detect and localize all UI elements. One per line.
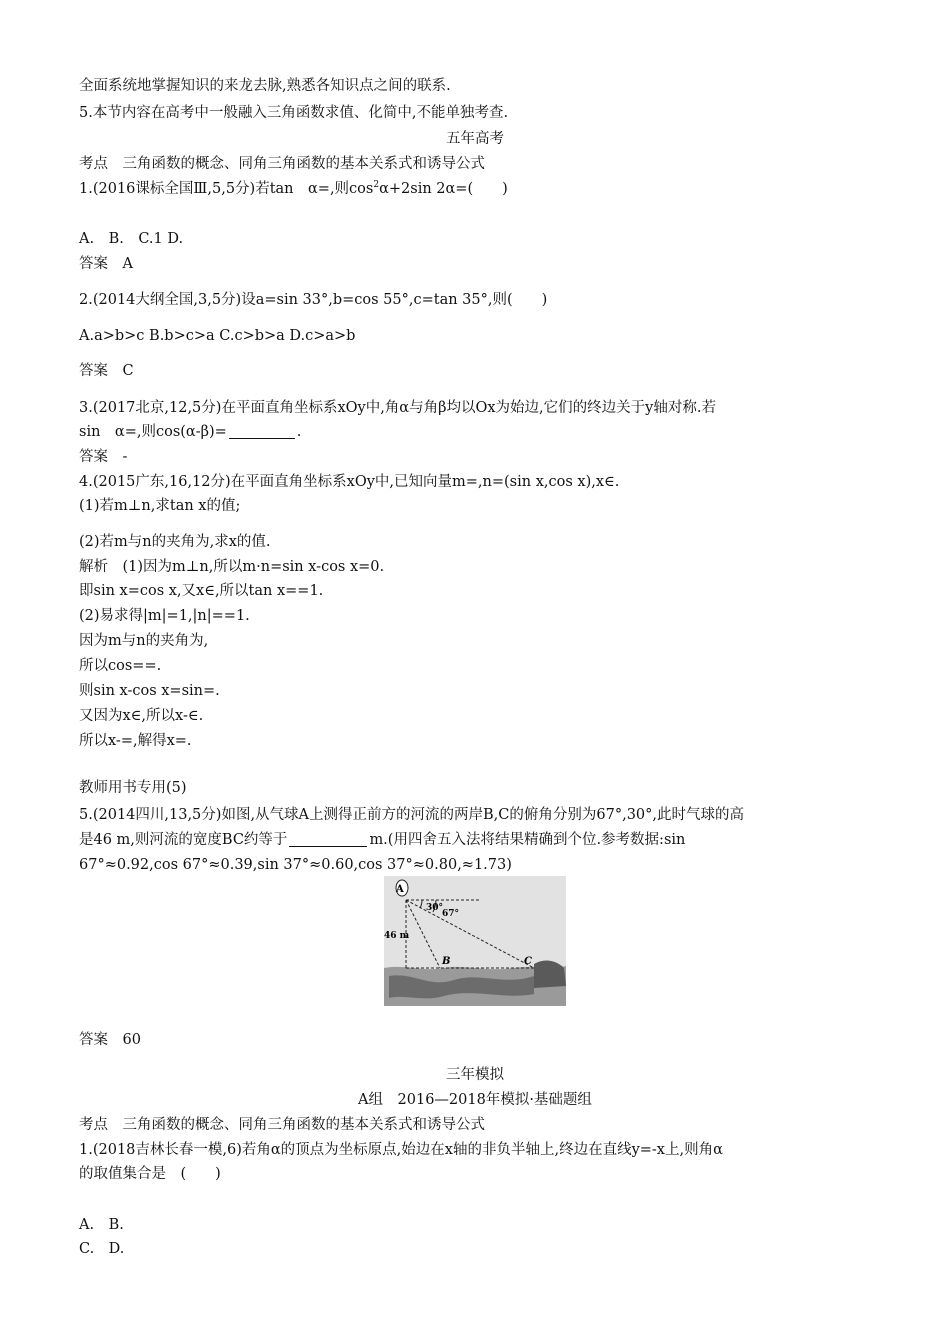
section-title: 五年高考 (446, 131, 504, 147)
question-1-part1: 1.(2016课标全国Ⅲ,5,5分)若tan α=,则cos (79, 181, 374, 197)
group-title: A组 2016—2018年模拟·基础题组 (358, 1092, 592, 1108)
text-line: 5.本节内容在高考中一般融入三角函数求值、化简中,不能单独考查. (79, 105, 509, 121)
question-4-part2: (2)若m与n的夹角为,求x的值. (79, 534, 271, 550)
solution-line: 所以x-=,解得x=. (79, 733, 192, 749)
question-2-options: A.a>b>c B.b>c>a C.c>b>a D.c>a>b (79, 328, 356, 344)
section-title: 三年模拟 (446, 1067, 504, 1083)
question-3-answer: 答案 - (79, 449, 128, 465)
question-4-part1: (1)若m⊥n,求tan x的值; (79, 498, 241, 514)
superscript: 2 (373, 180, 380, 190)
question-1-answer: 答案 A (79, 256, 133, 272)
question-4: 4.(2015广东,16,12分)在平面直角坐标系xOy中,已知向量m=,n=(sin x,cos x),x∈. (79, 474, 620, 490)
question-2-answer: 答案 C (79, 363, 134, 379)
question-3-end: . (296, 424, 302, 440)
solution-line: (2)易求得|m|=1,|n|==1. (79, 608, 250, 624)
answer-blank (289, 832, 367, 847)
angle-label-30: 30° (426, 903, 444, 913)
angle-label-67: 67° (442, 909, 460, 919)
question-3-cont (79, 423, 301, 441)
question-2: 2.(2014大纲全国,3,5分)设a=sin 33°,b=cos 55°,c=tan 35°,则( ) (79, 292, 548, 308)
solution-line: 又因为x∈,所以x-∈. (79, 708, 204, 724)
height-label: 46 m (384, 931, 410, 941)
teacher-note: 教师用书专用(5) (79, 780, 187, 796)
question-1-part2: α+2sin 2α=( ) (379, 181, 508, 197)
solution-line: 所以cos==. (79, 658, 162, 674)
question-1-options: A. B. C.1 D. (79, 231, 184, 247)
question-5-data: 67°≈0.92,cos 67°≈0.39,sin 37°≈0.60,cos 37°≈0.80,≈1.73) (79, 857, 512, 873)
solution-line: 因为m与n的夹角为, (79, 633, 209, 649)
question-5-text: 是46 m,则河流的宽度BC约等于 (79, 832, 288, 848)
question-5: 5.(2014四川,13,5分)如图,从气球A上测得正前方的河流的两岸B,C的俯角分别为67°,30°,此时气球的高 (79, 807, 745, 823)
practice-question-1-cont: 的取值集合是 ( ) (79, 1166, 221, 1182)
topic-heading: 考点 三角函数的概念、同角三角函数的基本关系式和诱导公式 (79, 1117, 485, 1133)
label-c: C (524, 956, 532, 967)
solution-line: 则sin x-cos x=sin=. (79, 683, 220, 699)
practice-options: A. B. (79, 1217, 124, 1233)
answer-blank (229, 424, 295, 439)
question-5-text2: m.(用四舍五入法将结果精确到个位.参考数据:sin (369, 832, 686, 848)
practice-question-1: 1.(2018吉林长春一模,6)若角α的顶点为坐标原点,始边在x轴的非负半轴上,终边在直线y=-x上,则角α (79, 1142, 723, 1158)
solution-line: 即sin x=cos x,又x∈,所以tan x==1. (79, 583, 324, 599)
question-5-answer: 答案 60 (79, 1032, 141, 1048)
question-1 (79, 180, 508, 198)
label-a: A (396, 884, 404, 895)
question-3: 3.(2017北京,12,5分)在平面直角坐标系xOy中,角α与角β均以Ox为始边,它们的终边关于y轴对称.若 (79, 400, 716, 416)
topic-heading: 考点 三角函数的概念、同角三角函数的基本关系式和诱导公式 (79, 156, 485, 172)
solution-line: 解析 (1)因为m⊥n,所以m·n=sin x-cos x=0. (79, 559, 385, 575)
label-b: B (442, 956, 451, 967)
practice-options: C. D. (79, 1241, 125, 1257)
question-5-cont (79, 831, 685, 849)
question-3-text: sin α=,则cos(α-β)= (79, 424, 227, 440)
text-line: 全面系统地掌握知识的来龙去脉,熟悉各知识点之间的联系. (79, 78, 451, 94)
balloon-river-figure (384, 876, 566, 1006)
